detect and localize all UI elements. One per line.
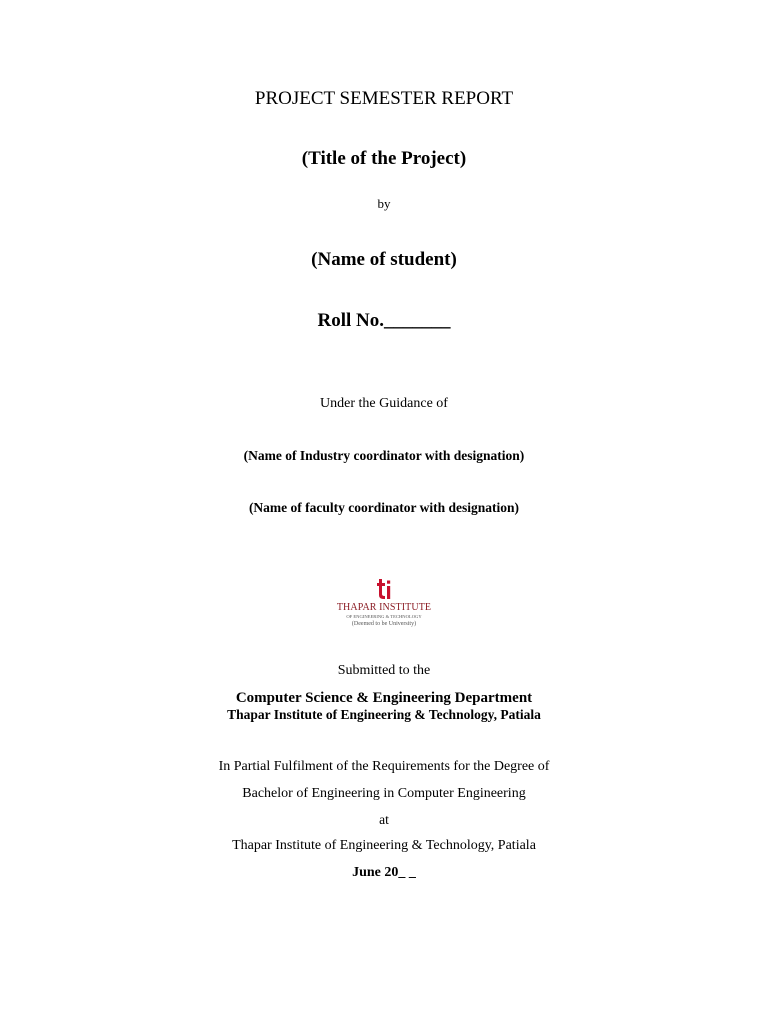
fulfilment-statement: In Partial Fulfilment of the Requirements for the Degree of	[218, 759, 550, 774]
institute-logo	[330, 576, 438, 630]
institute-location: Thapar Institute of Engineering & Technology, Patiala	[232, 838, 536, 853]
submitted-label: Submitted to the	[337, 663, 431, 678]
industry-coordinator: (Name of Industry coordinator with designation)	[243, 448, 525, 463]
at-label: at	[379, 812, 389, 827]
ti-logo-icon	[374, 578, 394, 600]
logo-subtitle: OF ENGINEERING & TECHNOLOGY	[346, 614, 422, 619]
report-heading: PROJECT SEMESTER REPORT	[254, 88, 514, 109]
institute-name: Thapar Institute of Engineering & Technology, Patiala	[227, 707, 541, 722]
degree-name: Bachelor of Engineering in Computer Engineering	[242, 786, 526, 801]
student-name: (Name of student)	[311, 249, 457, 270]
project-title: (Title of the Project)	[301, 148, 467, 169]
logo-name: THAPAR INSTITUTE	[336, 602, 432, 613]
logo-deemed-label: (Deemed to be University)	[351, 621, 417, 627]
department-name: Computer Science & Engineering Department	[235, 690, 533, 706]
guidance-label: Under the Guidance of	[320, 396, 448, 411]
by-label: by	[377, 196, 391, 211]
faculty-coordinator: (Name of faculty coordinator with designation)	[248, 500, 520, 515]
roll-number: Roll No._______	[317, 310, 451, 331]
submission-date: June 20_ _	[352, 865, 416, 880]
